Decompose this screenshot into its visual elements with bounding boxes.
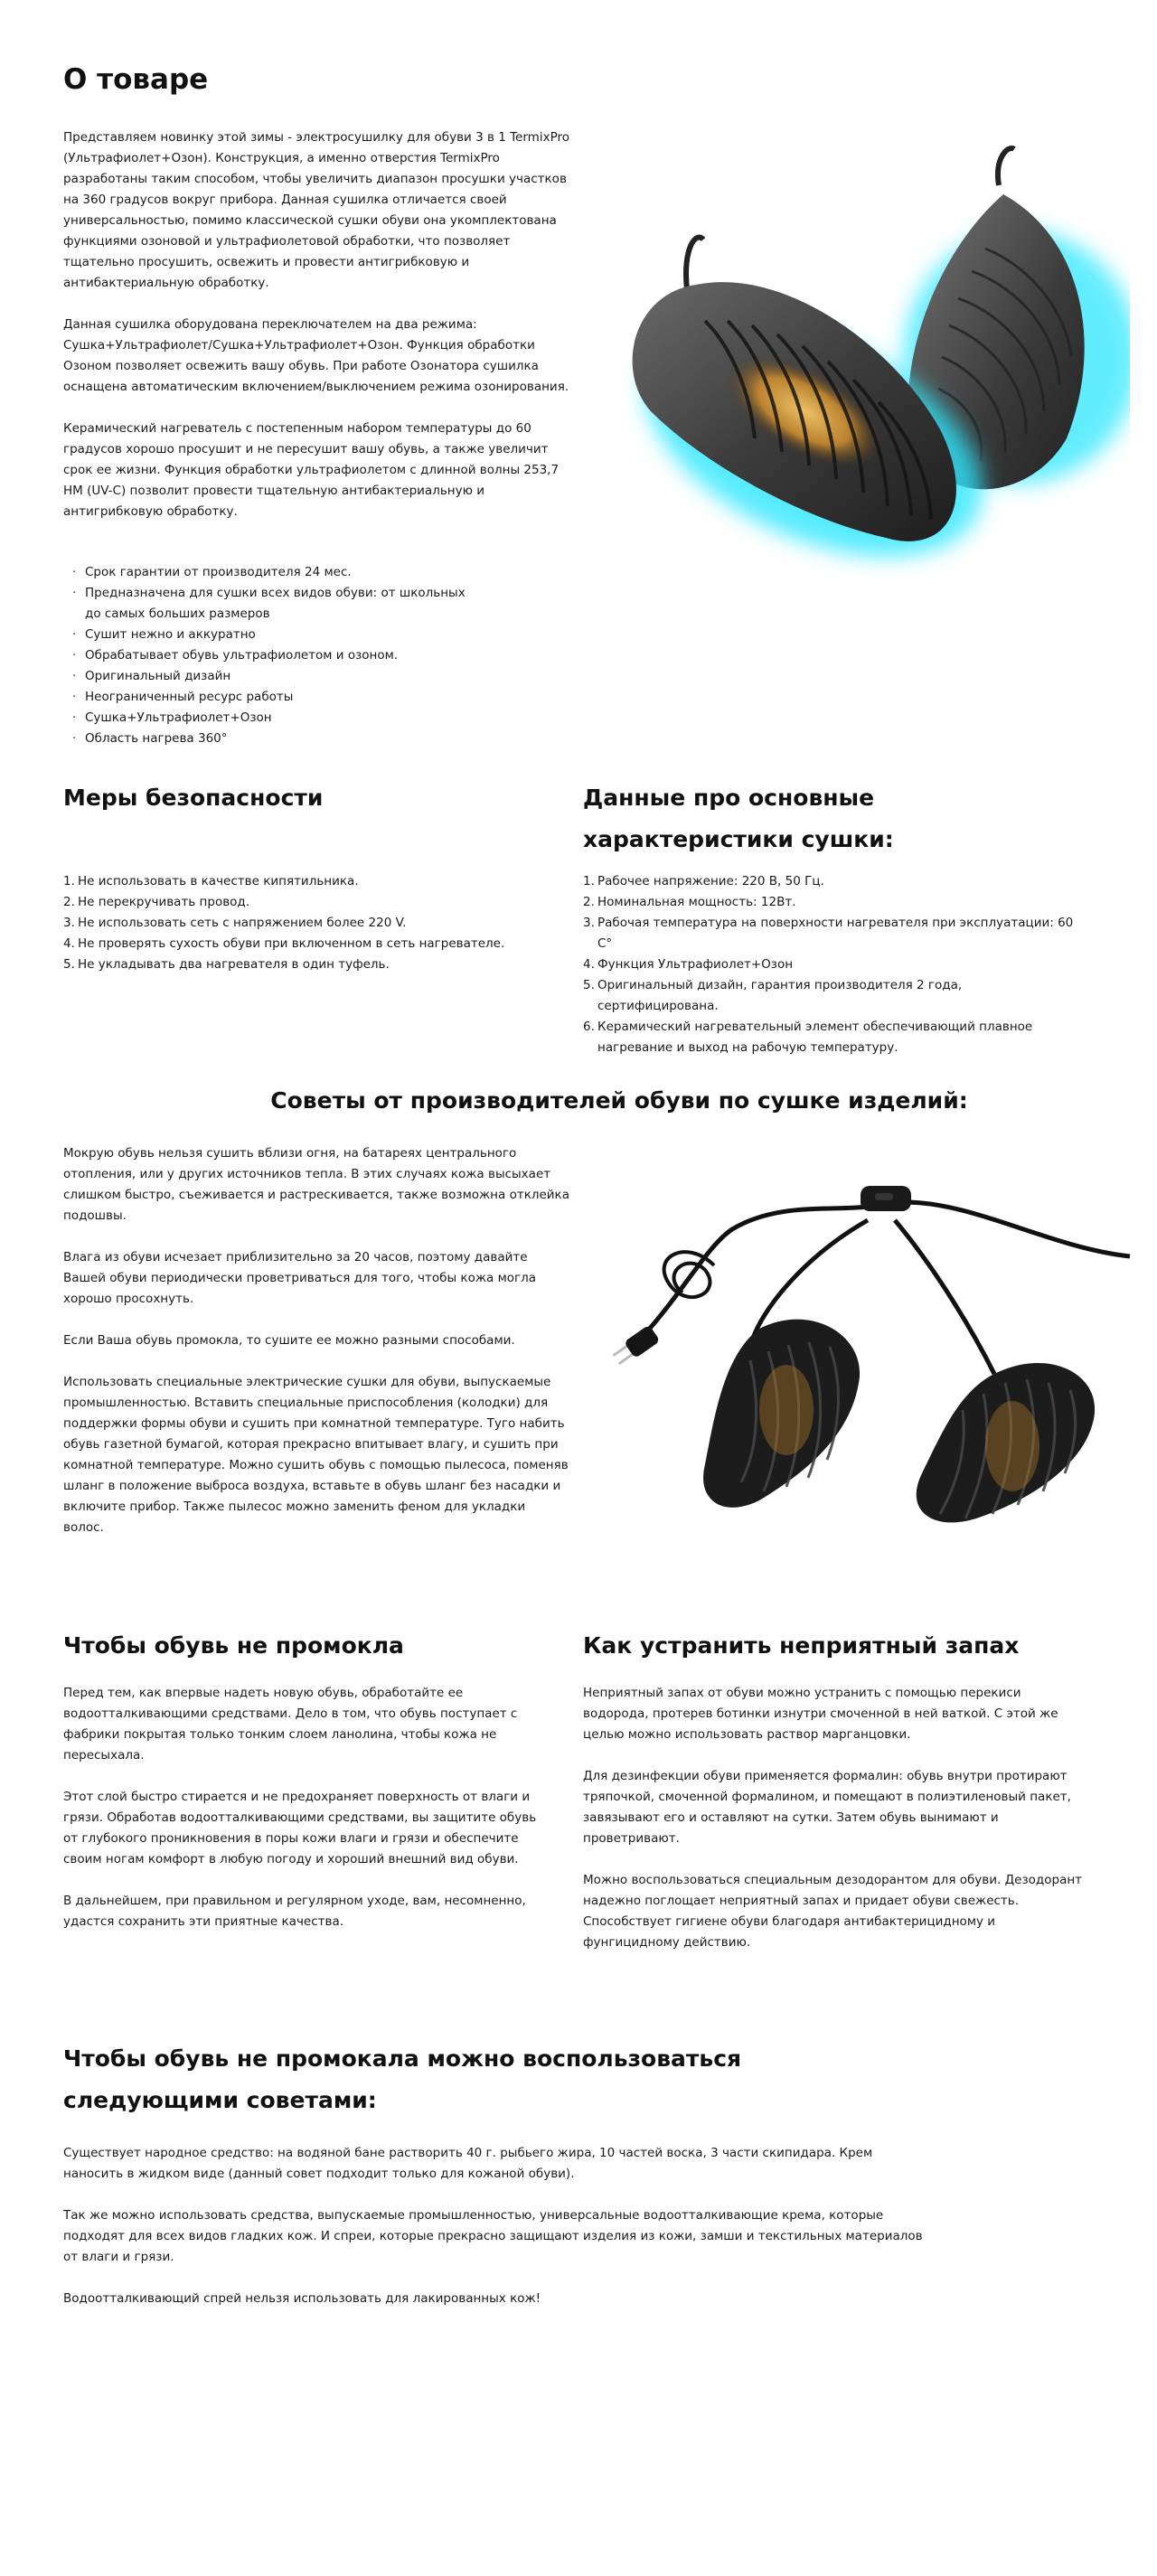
- product-image-cord: [597, 1166, 1139, 1537]
- safety-item: 5. Не укладывать два нагревателя в один туфель.: [63, 957, 390, 972]
- feature-item: · Обрабатывает обувь ультрафиолетом и озоном.: [63, 645, 479, 666]
- advice-paragraph: Водоотталкивающий спрей нельзя использовать для лакированных кож!: [63, 2291, 541, 2306]
- spec-item: 5. Оригинальный дизайн, гарантия производителя 2 года, сертифицирована.: [583, 978, 963, 1013]
- tips-title: Советы от производителей обуви по сушке изделий:: [270, 1087, 968, 1114]
- tips-text: [63, 1143, 569, 1559]
- tips-paragraph: Использовать специальные электрические сушки для обуви, выпускаемые промышленностью. Вставить специальные приспособления (колодки) для поддержки формы обуви и сушить при комнатной температуре. Туго набить обувь газетной бумагой, которая прекрасно впитывает влагу, и сушить при комнатной температуре. Можно сушить обувь с помощью пылесоса, поменяв шланг в положение выброса воздуха, вставьте в обувь шланг без насадки и включите прибор. Также пылесос можно заменить феном для укладки волос.: [63, 1375, 569, 1535]
- spec-item: 2. Номинальная мощность: 12Вт.: [583, 895, 796, 909]
- plug: [610, 1324, 660, 1368]
- tips-paragraph: Влага из обуви исчезает приблизительно за 20 часов, поэтому давайте Вашей обуви периодически проветриваться для того, чтобы кожа могла хорошо просохнуть.: [63, 1250, 537, 1306]
- shoe-dryer-cord-illustration: [597, 1166, 1139, 1537]
- advice-paragraph: Так же можно использовать средства, выпускаемые промышленностью, универсальные водоотталкивающие крема, которые подходят для всех видов гладких кож. И спреи, которые прекрасно защищают изделия из кожи, замши и текстильных материалов от влаги и грязи.: [63, 2208, 923, 2264]
- about-paragraph: Представляем новинку этой зимы - электросушилку для обуви 3 в 1 TermixPro (Ультрафиолет+Озон). Конструкция, а именно отверстия TermixPro разработаны таким способом, чтобы увеличить диапазон просушки участков на 360 градусов вокруг прибора. Данная сушилка отличается своей универсальностью, помимо классической сушки обуви она укомплектована функциями озоновой и ультрафиолетовой обработки, что позволяет тщательно просушить, освежить и провести антигрибковую и антибактериальную обработку.: [63, 130, 569, 291]
- odor-section: [583, 1625, 1089, 1974]
- odor-title: Как устранить неприятный запах: [583, 1632, 1020, 1659]
- about-title: О товаре: [63, 63, 209, 96]
- advice-paragraph: Существует народное средство: на водяной бане растворить 40 г. рыбьего жира, 10 частей воска, 3 части скипидара. Крем наносить в жидком виде (данный совет подходит только для кожаной обуви).: [63, 2146, 873, 2181]
- odor-paragraph: Можно воспользоваться специальным дезодорантом для обуви. Дезодорант надежно поглощает неприятный запах и придает обуви свежесть. Способствует гигиене обуви благодаря антибактерицидному и фунгицидному действию.: [583, 1873, 1083, 1950]
- feature-item: · Неограниченный ресурс работы: [63, 687, 479, 708]
- safety-section: [63, 777, 569, 975]
- specs-list: [583, 871, 1080, 1058]
- feature-item: · Сушит нежно и аккуратно: [63, 625, 479, 645]
- waterproof-paragraph: В дальнейшем, при правильном и регулярном уходе, вам, несомненно, удастся сохранить эти приятные качества.: [63, 1894, 526, 1929]
- safety-item: 3. Не использовать сеть с напряжением более 220 V.: [63, 916, 407, 930]
- odor-paragraph: Для дезинфекции обуви применяется формалин: обувь внутри протирают тряпочкой, смоченной формалином, и помещают в полиэтиленовый пакет, завязывают его и оставляют на сутки. Затем обувь вынимают и проветривают.: [583, 1769, 1071, 1846]
- waterproof-paragraph: Этот слой быстро стирается и не предохраняет поверхность от влаги и грязи. Обработав водоотталкивающими средствами, вы защитите обувь от глубокого проникновения в поры кожи влаги и грязи и обеспечите своим ногам комфорт в любую погоду и хороший внешний вид обуви.: [63, 1790, 537, 1866]
- waterproof-paragraph: Перед тем, как впервые надеть новую обувь, обработайте ее водоотталкивающими средствами. Дело в том, что обувь поступает с фабрики покрытая только тонким слоем ланолина, чтобы кожа не пересыхала.: [63, 1686, 518, 1763]
- shoe-dryer-uv-illustration: [597, 140, 1130, 628]
- spec-item: 1. Рабочее напряжение: 220 В, 50 Гц.: [583, 874, 824, 888]
- safety-list: [63, 871, 569, 975]
- advice-section: [63, 2038, 931, 2330]
- waterproof-title: Чтобы обувь не промокла: [63, 1632, 404, 1659]
- feature-item: · Область нагрева 360°: [63, 729, 479, 749]
- spec-item: 4. Функция Ультрафиолет+Озон: [583, 957, 794, 972]
- safety-item: 2. Не перекручивать провод.: [63, 895, 250, 909]
- tips-paragraph: Мокрую обувь нельзя сушить вблизи огня, на батареях центрального отопления, или у других источников тепла. В этих случаях кожа высыхает слишком быстро, съеживается и растрескивается, также возможна отклейка подошвы.: [63, 1146, 569, 1223]
- tips-paragraph: Если Ваша обувь промокла, то сушите ее можно разными способами.: [63, 1333, 515, 1348]
- specs-section: [583, 777, 1089, 1058]
- about-section: [63, 63, 569, 749]
- about-text: [63, 127, 569, 522]
- feature-list: [63, 562, 479, 749]
- safety-item: 4. Не проверять сухость обуви при включенном в сеть нагревателе.: [63, 936, 505, 951]
- safety-title: Меры безопасности: [63, 785, 324, 811]
- odor-paragraph: Неприятный запах от обуви можно устранить с помощью перекиси водорода, протерев ботинки изнутри смоченной в ней ваткой. С этой же целью можно использовать раствор марганцовки.: [583, 1686, 1058, 1742]
- feature-item: · Срок гарантии от производителя 24 мес.: [63, 562, 479, 583]
- waterproof-section: [63, 1625, 542, 1953]
- product-image-uv: [597, 140, 1130, 628]
- feature-item: · Сушка+Ультрафиолет+Озон: [63, 708, 479, 729]
- about-paragraph: Данная сушилка оборудована переключателем на два режима: Сушка+Ультрафиолет/Сушка+Ультрафиолет+Озон. Функция обработки Озоном позволяет освежить вашу обувь. При работе Озонатора сушилка оснащена автоматическим включением/выключением режима озонирования.: [63, 317, 569, 395]
- spec-item: 6. Керамический нагревательный элемент обеспечивающий плавное нагревание и выход на рабочую температуру.: [583, 1020, 1033, 1055]
- specs-title: Данные про основные характеристики сушки:: [583, 785, 894, 852]
- feature-item: · Оригинальный дизайн: [63, 666, 479, 687]
- safety-item: 1. Не использовать в качестве кипятильника.: [63, 874, 359, 888]
- advice-title: Чтобы обувь не промокала можно воспользоваться следующими советами:: [63, 2045, 742, 2113]
- feature-item: · Предназначена для сушки всех видов обуви: от школьных до самых больших размеров: [63, 583, 479, 625]
- about-paragraph: Керамический нагреватель с постепенным набором температуры до 60 градусов хорошо просушит и не пересушит вашу обувь, а также увеличит срок ее жизни. Функция обработки ультрафиолетом с длинной волны 253,7 НМ (UV-C) позволит провести тщательную антибактериальную и антигрибковую обработку.: [63, 421, 560, 520]
- spec-item: 3. Рабочая температура на поверхности нагревателя при эксплуатации: 60 С°: [583, 916, 1074, 951]
